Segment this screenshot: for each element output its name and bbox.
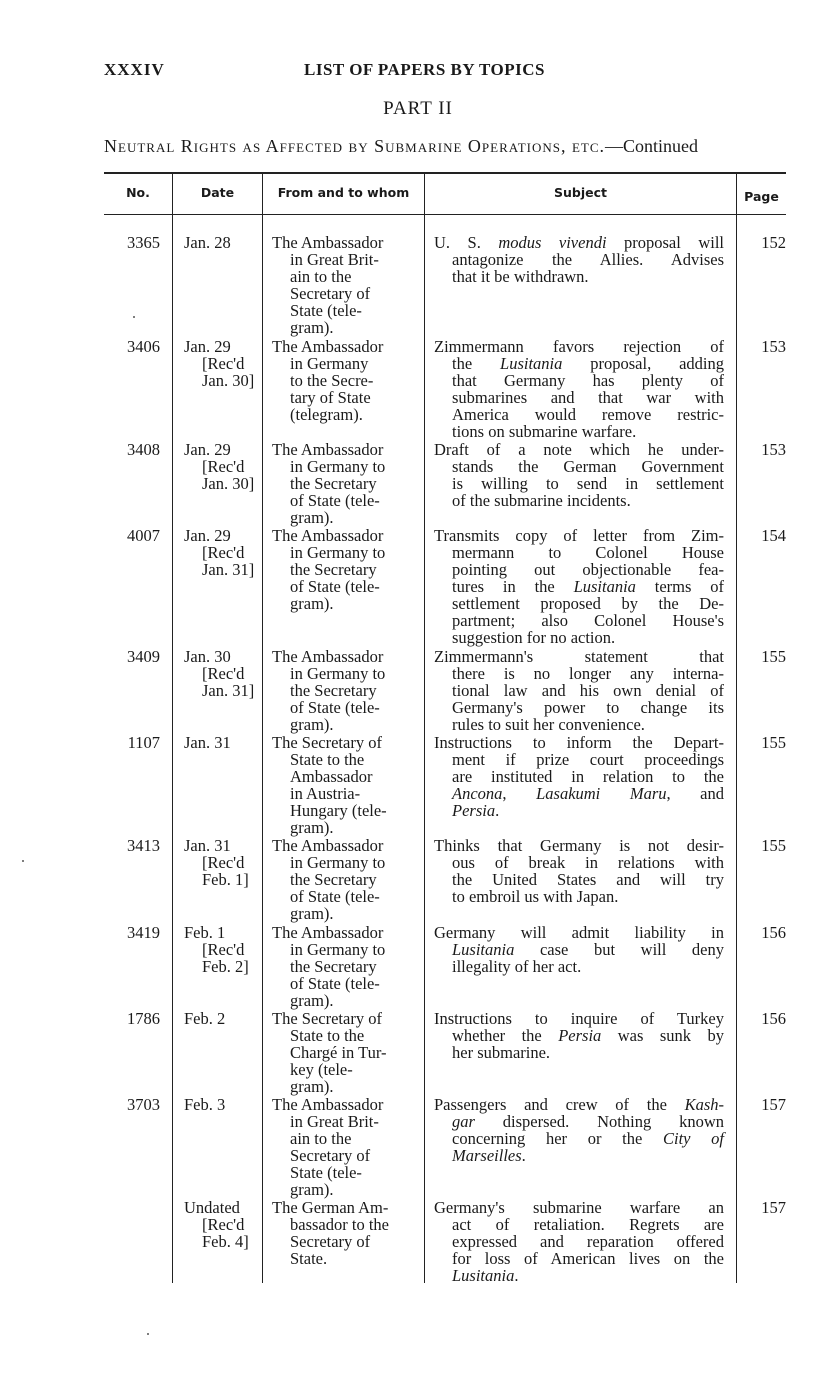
paper-from-to-line: in Germany to [290, 543, 386, 562]
paper-subject-line: ous of break in relations with [452, 853, 724, 872]
paper-date-line: Feb. 1] [202, 870, 249, 889]
paper-from-to-line: Secretary of [290, 1232, 371, 1251]
paper-from-to-line: The Ambassador [272, 526, 384, 545]
paper-date-line: Feb. 1 [184, 923, 226, 942]
paper-subject-line: there is no longer any interna- [452, 664, 724, 683]
paper-subject-line: concerning her or the City of [452, 1129, 724, 1148]
paper-subject [434, 527, 724, 646]
paper-subject-line: tional law and his own denial of [452, 681, 724, 700]
paper-subject-line: Passengers and crew of the Kash- [434, 1095, 724, 1114]
paper-date-line: [Rec'd [202, 543, 245, 562]
paper-subject [434, 924, 724, 975]
paper-number: 4007 [127, 526, 160, 545]
paper-from-to [272, 338, 418, 423]
paper-subject-line: Thinks that Germany is not desir- [434, 836, 724, 855]
column-header-page: Page [744, 189, 779, 204]
table-header-rule [104, 214, 786, 215]
paper-subject [434, 1096, 724, 1164]
paper-number: 3413 [127, 836, 160, 855]
paper-from-to-line: Ambassador [290, 767, 373, 786]
paper-speck [133, 316, 135, 318]
paper-subject [434, 1010, 724, 1061]
column-divider [736, 173, 737, 1283]
paper-date [184, 527, 260, 578]
paper-from-to [272, 441, 418, 526]
paper-subject-line: antagonize the Allies. Advises [452, 250, 724, 269]
page-reference: 155 [761, 836, 786, 855]
paper-subject-line: pointing out objectionable fea- [452, 560, 724, 579]
paper-from-to-line: to the Secre- [290, 371, 374, 390]
paper-date-line: Jan. 31] [202, 681, 255, 700]
paper-number: 3409 [127, 647, 160, 666]
paper-subject-line: for loss of American lives on the [452, 1249, 724, 1268]
paper-subject-line: suggestion for no action. [452, 628, 616, 647]
paper-from-to [272, 924, 418, 1009]
paper-from-to [272, 734, 418, 836]
paper-speck [147, 1333, 149, 1335]
paper-subject-line: is willing to send in settlement [452, 474, 724, 493]
paper-subject [434, 837, 724, 905]
paper-from-to [272, 1199, 418, 1267]
paper-subject-line: of the submarine incidents. [452, 491, 631, 510]
paper-subject-line: Transmits copy of letter from Zim- [434, 526, 724, 545]
section-title-continued: —Continued [605, 136, 699, 156]
paper-subject-line: gar dispersed. Nothing known [452, 1112, 724, 1131]
paper-from-to-line: the Secretary [290, 957, 377, 976]
page-reference: 157 [761, 1198, 786, 1217]
page-reference: 156 [761, 1009, 786, 1028]
paper-from-to [272, 527, 418, 612]
paper-from-to [272, 234, 418, 336]
paper-date-line: Jan. 31 [184, 836, 231, 855]
paper-from-to-line: in Germany [290, 354, 369, 373]
page-reference: 153 [761, 440, 786, 459]
paper-date [184, 338, 260, 389]
paper-date-line: Jan. 30] [202, 474, 255, 493]
paper-date-line: Jan. 28 [184, 233, 231, 252]
paper-from-to-line: The Ambassador [272, 836, 384, 855]
paper-from-to-line: State (tele- [290, 301, 362, 320]
paper-subject [434, 734, 724, 819]
paper-from-to-line: (telegram). [290, 405, 363, 424]
paper-subject-line: mermann to Colonel House [452, 543, 724, 562]
column-divider [172, 173, 173, 1283]
paper-from-to [272, 1096, 418, 1198]
paper-date [184, 924, 260, 975]
paper-from-to-line: the Secretary [290, 560, 377, 579]
paper-subject-line: stands the German Government [452, 457, 724, 476]
paper-speck [22, 860, 24, 862]
paper-date [184, 234, 260, 251]
paper-from-to [272, 648, 418, 733]
paper-subject-line: to embroil us with Japan. [452, 887, 619, 906]
paper-from-to-line: ain to the [290, 267, 352, 286]
paper-subject-line: U. S. modus vivendi proposal will [434, 233, 724, 252]
paper-from-to-line: gram). [290, 594, 334, 613]
paper-date [184, 648, 260, 699]
paper-from-to-line: the Secretary [290, 474, 377, 493]
paper-from-to-line: The Secretary of [272, 733, 382, 752]
paper-from-to-line: tary of State [290, 388, 371, 407]
paper-subject-line: partment; also Colonel House's [452, 611, 724, 630]
paper-subject-line: submarines and that war with [452, 388, 724, 407]
paper-number: 1786 [127, 1009, 160, 1028]
paper-from-to-line: the Secretary [290, 870, 377, 889]
paper-from-to-line: gram). [290, 904, 334, 923]
paper-subject-line: Germany's submarine warfare an [434, 1198, 724, 1217]
paper-from-to-line: gram). [290, 715, 334, 734]
paper-subject-line: Germany will admit liability in [434, 923, 724, 942]
paper-from-to-line: of State (tele- [290, 698, 380, 717]
paper-subject-line: that Germany has plenty of [452, 371, 724, 390]
paper-subject [434, 441, 724, 509]
paper-date-line: [Rec'd [202, 853, 245, 872]
paper-number: 3406 [127, 337, 160, 356]
paper-from-to-line: in Austria- [290, 784, 361, 803]
page-reference: 155 [761, 733, 786, 752]
paper-from-to-line: bassador to the [290, 1215, 389, 1234]
paper-date-line: Feb. 3 [184, 1095, 226, 1114]
paper-subject-line: Lusitania case but will deny [452, 940, 724, 959]
paper-from-to-line: in Great Brit- [290, 1112, 379, 1131]
paper-date [184, 1096, 260, 1113]
paper-date-line: Jan. 29 [184, 337, 231, 356]
paper-from-to-line: in Germany to [290, 664, 386, 683]
page-reference: 156 [761, 923, 786, 942]
paper-from-to-line: gram). [290, 1180, 334, 1199]
paper-date-line: Jan. 29 [184, 526, 231, 545]
running-title: LIST OF PAPERS BY TOPICS [304, 60, 545, 79]
paper-subject-line: act of retaliation. Regrets are [452, 1215, 724, 1234]
paper-from-to-line: in Great Brit- [290, 250, 379, 269]
paper-date-line: Jan. 29 [184, 440, 231, 459]
paper-date-line: Jan. 30 [184, 647, 231, 666]
paper-from-to-line: The Ambassador [272, 233, 384, 252]
paper-from-to-line: of State (tele- [290, 577, 380, 596]
paper-subject-line: rules to suit her convenience. [452, 715, 645, 734]
paper-from-to-line: State to the [290, 1026, 365, 1045]
paper-subject-line: tures in the Lusitania terms of [452, 577, 724, 596]
paper-subject-line: Instructions to inform the Depart- [434, 733, 724, 752]
paper-subject [434, 648, 724, 733]
paper-from-to-line: of State (tele- [290, 974, 380, 993]
paper-from-to-line: gram). [290, 818, 334, 837]
paper-date [184, 837, 260, 888]
column-header-from: From and to whom [277, 185, 410, 200]
paper-from-to-line: The Ambassador [272, 923, 384, 942]
section-title-main: Neutral Rights as Affected by Submarine Operations, etc. [104, 136, 606, 156]
paper-subject-line: the United States and will try [452, 870, 724, 889]
paper-subject [434, 1199, 724, 1284]
paper-date-line: [Rec'd [202, 940, 245, 959]
paper-from-to-line: Chargé in Tur- [290, 1043, 387, 1062]
paper-subject-line: ment if prize court proceedings [452, 750, 724, 769]
part-heading: PART II [383, 98, 453, 119]
section-title [104, 136, 786, 157]
paper-from-to [272, 1010, 418, 1095]
paper-from-to-line: in Germany to [290, 853, 386, 872]
paper-from-to-line: The Ambassador [272, 440, 384, 459]
paper-subject-line: Marseilles. [452, 1146, 526, 1165]
paper-date-line: Jan. 31] [202, 560, 255, 579]
column-divider [262, 173, 263, 1283]
paper-from-to-line: The Ambassador [272, 1095, 384, 1114]
paper-date [184, 441, 260, 492]
paper-subject-line: Instructions to inquire of Turkey [434, 1009, 724, 1028]
column-divider [424, 173, 425, 1283]
paper-subject-line: Zimmermann's statement that [434, 647, 724, 666]
column-header-subject: Subject [554, 185, 607, 200]
paper-subject-line: settlement proposed by the De- [452, 594, 724, 613]
paper-from-to-line: ain to the [290, 1129, 352, 1148]
paper-subject-line: Persia. [452, 801, 500, 820]
paper-from-to-line: The Ambassador [272, 647, 384, 666]
paper-from-to-line: the Secretary [290, 681, 377, 700]
paper-from-to-line: State. [290, 1249, 328, 1268]
paper-from-to-line: The Ambassador [272, 337, 384, 356]
paper-subject-line: expressed and reparation offered [452, 1232, 724, 1251]
paper-from-to-line: in Germany to [290, 457, 386, 476]
table-top-rule [104, 172, 786, 174]
page-reference: 154 [761, 526, 786, 545]
paper-date-line: [Rec'd [202, 664, 245, 683]
paper-number: 3703 [127, 1095, 160, 1114]
paper-subject-line: Germany's power to change its [452, 698, 724, 717]
paper-date [184, 734, 260, 751]
paper-from-to-line: of State (tele- [290, 887, 380, 906]
paper-date [184, 1199, 260, 1250]
paper-subject-line: illegality of her act. [452, 957, 582, 976]
paper-from-to-line: in Germany to [290, 940, 386, 959]
paper-subject-line: Ancona, Lasakumi Maru, and [452, 784, 725, 803]
page-reference: 155 [761, 647, 786, 666]
paper-from-to-line: The German Am- [272, 1198, 389, 1217]
paper-from-to-line: of State (tele- [290, 491, 380, 510]
paper-from-to-line: gram). [290, 1077, 334, 1096]
page-reference: 153 [761, 337, 786, 356]
page-reference: 157 [761, 1095, 786, 1114]
paper-from-to-line: Secretary of [290, 284, 371, 303]
paper-subject-line: that it be withdrawn. [452, 267, 589, 286]
paper-from-to-line: gram). [290, 508, 334, 527]
paper-from-to-line: gram). [290, 318, 334, 337]
paper-subject-line: Draft of a note which he under- [434, 440, 724, 459]
paper-from-to [272, 837, 418, 922]
paper-subject-line: tions on submarine warfare. [452, 422, 637, 441]
paper-number: 3365 [127, 233, 160, 252]
paper-date [184, 1010, 260, 1027]
paper-date-line: Feb. 4] [202, 1232, 249, 1251]
paper-from-to-line: Secretary of [290, 1146, 371, 1165]
paper-date-line: Undated [184, 1198, 240, 1217]
paper-subject [434, 234, 724, 285]
paper-from-to-line: gram). [290, 991, 334, 1010]
paper-subject-line: her submarine. [452, 1043, 551, 1062]
paper-from-to-line: Hungary (tele- [290, 801, 387, 820]
paper-number: 3408 [127, 440, 160, 459]
paper-subject [434, 338, 724, 440]
paper-from-to-line: State (tele- [290, 1163, 362, 1182]
page-reference: 152 [761, 233, 786, 252]
paper-subject-line: Lusitania. [452, 1266, 519, 1285]
paper-date-line: [Rec'd [202, 354, 245, 373]
paper-subject-line: are instituted in relation to the [452, 767, 724, 786]
paper-from-to-line: key (tele- [290, 1060, 353, 1079]
paper-date-line: [Rec'd [202, 457, 245, 476]
paper-date-line: Feb. 2] [202, 957, 249, 976]
paper-date-line: Jan. 30] [202, 371, 255, 390]
paper-date-line: Feb. 2 [184, 1009, 226, 1028]
paper-subject-line: Zimmermann favors rejection of [434, 337, 724, 356]
paper-from-to-line: The Secretary of [272, 1009, 382, 1028]
paper-number: 1107 [127, 733, 160, 752]
paper-from-to-line: State to the [290, 750, 365, 769]
paper-date-line: [Rec'd [202, 1215, 245, 1234]
page-number: XXXIV [104, 60, 165, 79]
paper-subject-line: the Lusitania proposal, adding [452, 354, 724, 373]
paper-date-line: Jan. 31 [184, 733, 231, 752]
paper-subject-line: whether the Persia was sunk by [452, 1026, 724, 1045]
paper-subject-line: America would remove restric- [452, 405, 724, 424]
column-header-no: No. [126, 185, 150, 200]
column-header-date: Date [200, 185, 235, 200]
paper-number: 3419 [127, 923, 160, 942]
